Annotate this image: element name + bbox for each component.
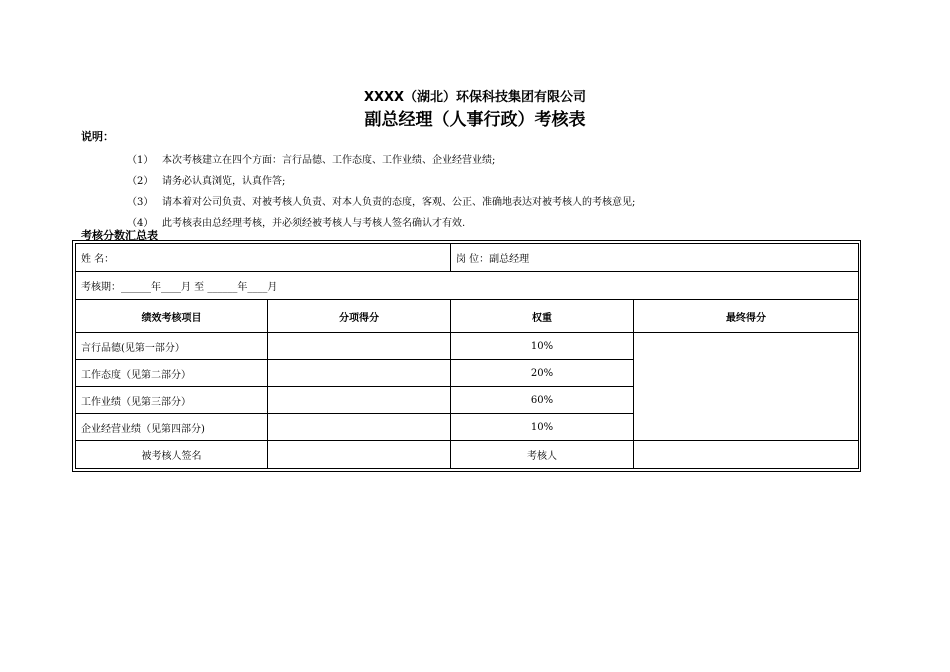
item-cell: 企业经营业绩（见第四部分): [76, 414, 268, 441]
notes-label: 说明：: [81, 130, 114, 143]
weight-cell: 10%: [451, 333, 634, 360]
note-number: （3）: [127, 197, 154, 208]
note-item: [127, 193, 635, 208]
weight-cell: 10%: [451, 414, 634, 441]
note-text: 请务必认真浏览，认真作答;: [162, 176, 286, 187]
note-item: [127, 214, 465, 229]
company-name: XXXX（湖北）环保科技集团有限公司: [363, 90, 587, 105]
column-header: 分项得分: [268, 300, 451, 333]
assessor-label: 考核人: [451, 441, 634, 469]
score-cell[interactable]: [268, 360, 451, 387]
score-cell[interactable]: [268, 387, 451, 414]
note-number: （1）: [127, 155, 154, 166]
note-item: [127, 151, 495, 166]
table-row: [76, 333, 859, 360]
column-header: 权重: [451, 300, 634, 333]
final-score-cell[interactable]: [634, 333, 859, 441]
table-row-period: [76, 272, 859, 300]
assessee-sign-label: 被考核人签名: [76, 441, 268, 469]
summary-title: 考核分数汇总表: [81, 229, 158, 242]
note-number: （2）: [127, 176, 154, 187]
item-cell: 言行品德(见第一部分）: [76, 333, 268, 360]
assessor-sign-field[interactable]: [634, 441, 859, 469]
position-cell: 岗 位：副总经理: [451, 244, 859, 272]
weight-cell: 20%: [451, 360, 634, 387]
score-cell[interactable]: [268, 333, 451, 360]
item-cell: 工作态度（见第二部分）: [76, 360, 268, 387]
item-cell: 工作业绩（见第三部分）: [76, 387, 268, 414]
table-row-signature: [76, 441, 859, 469]
note-text: 此考核表由总经理考核，并必须经被考核人与考核人签名确认才有效.: [162, 218, 466, 229]
name-cell[interactable]: 姓 名：: [76, 244, 451, 272]
assessee-sign-field[interactable]: [268, 441, 451, 469]
note-text: 请本着对公司负责、对被考核人负责、对本人负责的态度，客观、公正、准确地表达对被考核人的考核意见;: [162, 197, 636, 208]
form-title: 副总经理（人事行政）考核表: [364, 110, 586, 130]
summary-table: [75, 243, 859, 469]
note-number: （4）: [127, 218, 154, 229]
period-cell[interactable]: 考核期：______年____月 至 ______年____月: [76, 272, 859, 300]
column-header: 绩效考核项目: [76, 300, 268, 333]
weight-cell: 60%: [451, 387, 634, 414]
table-header-row: [76, 300, 859, 333]
column-header: 最终得分: [634, 300, 859, 333]
table-row-name: [76, 244, 859, 272]
note-item: [127, 172, 285, 187]
note-text: 本次考核建立在四个方面：言行品德、工作态度、工作业绩、企业经营业绩;: [162, 155, 496, 166]
score-cell[interactable]: [268, 414, 451, 441]
